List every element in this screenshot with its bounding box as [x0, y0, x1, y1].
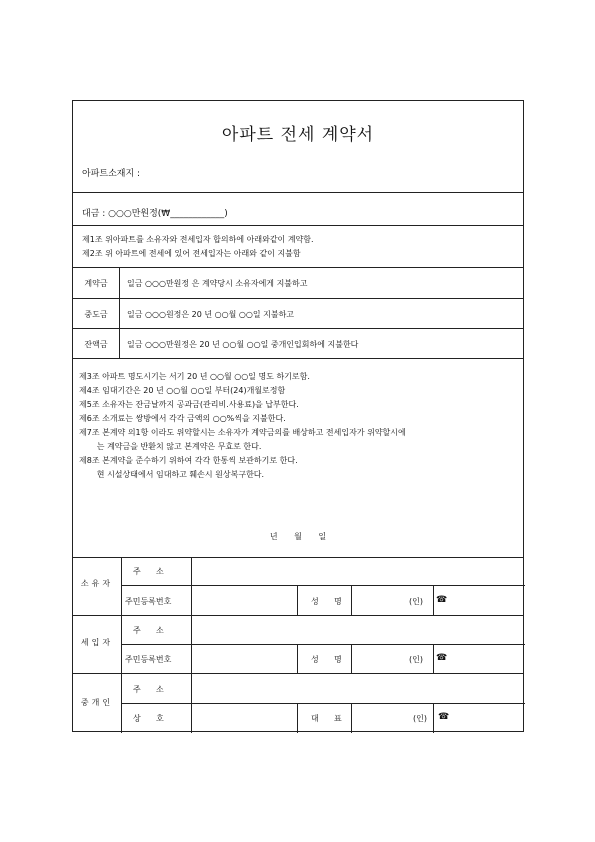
owner-id-label: 주민등록번호 — [125, 597, 172, 606]
divider — [73, 673, 523, 674]
divider — [73, 328, 523, 329]
owner-address-label: 주 소 — [133, 567, 164, 576]
article-line: 제8조 본계약을 준수하기 위하여 각각 한통씩 보관하기로 한다. — [79, 456, 298, 465]
payment-label-deposit: 계약금 — [84, 279, 108, 288]
date-line: 년 월 일 — [269, 532, 327, 541]
divider — [73, 298, 523, 299]
party-label-divider — [121, 557, 122, 733]
broker-business-name-label: 상 호 — [133, 714, 164, 723]
article-line: 제7조 본계약 의1항 이라도 위약할시는 소유자가 계약금의를 배상하고 전세입자가 위약할시에 — [79, 428, 406, 437]
divider — [73, 192, 523, 193]
phone-icon: ☎ — [436, 653, 448, 663]
article-line: 는 계약금을 반환치 않고 본계약은 무효로 한다. — [79, 442, 262, 451]
tenant-name-label: 성 명 — [311, 655, 342, 664]
tenant-label: 세입자 — [80, 638, 114, 647]
tenant-id-label: 주민등록번호 — [125, 655, 172, 664]
payment-label-balance: 잔액금 — [84, 340, 108, 349]
contract-document — [72, 100, 524, 732]
divider — [73, 267, 523, 268]
price-line: 대금 : ○○○만원정(₩____________) — [82, 209, 228, 219]
divider — [121, 644, 525, 645]
cell-divider — [297, 703, 298, 733]
broker-representative-label: 대 표 — [311, 714, 342, 723]
divider — [73, 615, 523, 616]
party-field-divider — [191, 557, 192, 733]
cell-divider — [433, 644, 434, 673]
payment-column-divider — [119, 267, 120, 358]
cell-divider — [297, 644, 298, 673]
divider — [121, 703, 525, 704]
payment-text-interim: 일금 ○○○원정은 20 년 ○○월 ○○일 지불하고 — [127, 310, 295, 319]
payment-text-balance: 일금 ○○○만원정은 20 년 ○○월 ○○일 중개인입회하에 지불한다 — [127, 340, 359, 349]
article-line: 제5조 소유자는 잔금날까지 공과금(관리비.사용료)을 납부한다. — [79, 400, 299, 409]
owner-name-label: 성 명 — [311, 597, 342, 606]
article-line: 제6조 소개료는 쌍방에서 각각 금액의 ○○%씩을 지불한다. — [79, 414, 286, 423]
cell-divider — [351, 585, 352, 615]
clause-1: 제1조 위아파트를 소유자와 전세입자 합의하에 아래와같이 계약함. — [82, 235, 314, 244]
article-line: 제4조 임대기간은 20 년 ○○월 ○○일 부터(24)개월로정함 — [79, 386, 286, 395]
tenant-seal: (인) — [409, 655, 423, 664]
article-line: 현 시설상태에서 임대하고 훼손시 원상복구한다. — [79, 470, 265, 479]
divider — [121, 585, 525, 586]
address-label: 아파트소재지 : — [82, 169, 141, 179]
cell-divider — [433, 703, 434, 733]
payment-label-interim: 중도금 — [84, 310, 108, 319]
phone-icon: ☎ — [438, 712, 450, 722]
cell-divider — [351, 644, 352, 673]
payment-text-deposit: 일금 ○○○만원정 은 계약당시 소유자에게 지불하고 — [127, 279, 308, 288]
cell-divider — [433, 585, 434, 615]
tenant-address-label: 주 소 — [133, 626, 164, 635]
cell-divider — [351, 703, 352, 733]
cell-divider — [297, 585, 298, 615]
broker-address-label: 주 소 — [133, 685, 164, 694]
clause-2: 제2조 위 아파트에 전세에 있어 전세입자는 아래와 같이 지불함 — [82, 249, 301, 258]
divider — [73, 358, 523, 359]
broker-seal: (인) — [413, 714, 427, 723]
document-title: 아파트 전세 계약서 — [221, 125, 375, 145]
phone-icon: ☎ — [436, 595, 448, 605]
article-line: 제3조 아파트 명도시기는 서기 20 년 ○○월 ○○일 명도 하기로함. — [79, 372, 310, 381]
divider — [73, 225, 523, 226]
broker-label: 중개인 — [80, 698, 114, 707]
owner-label: 소유자 — [80, 579, 114, 588]
divider — [73, 557, 523, 558]
owner-seal: (인) — [409, 597, 423, 606]
